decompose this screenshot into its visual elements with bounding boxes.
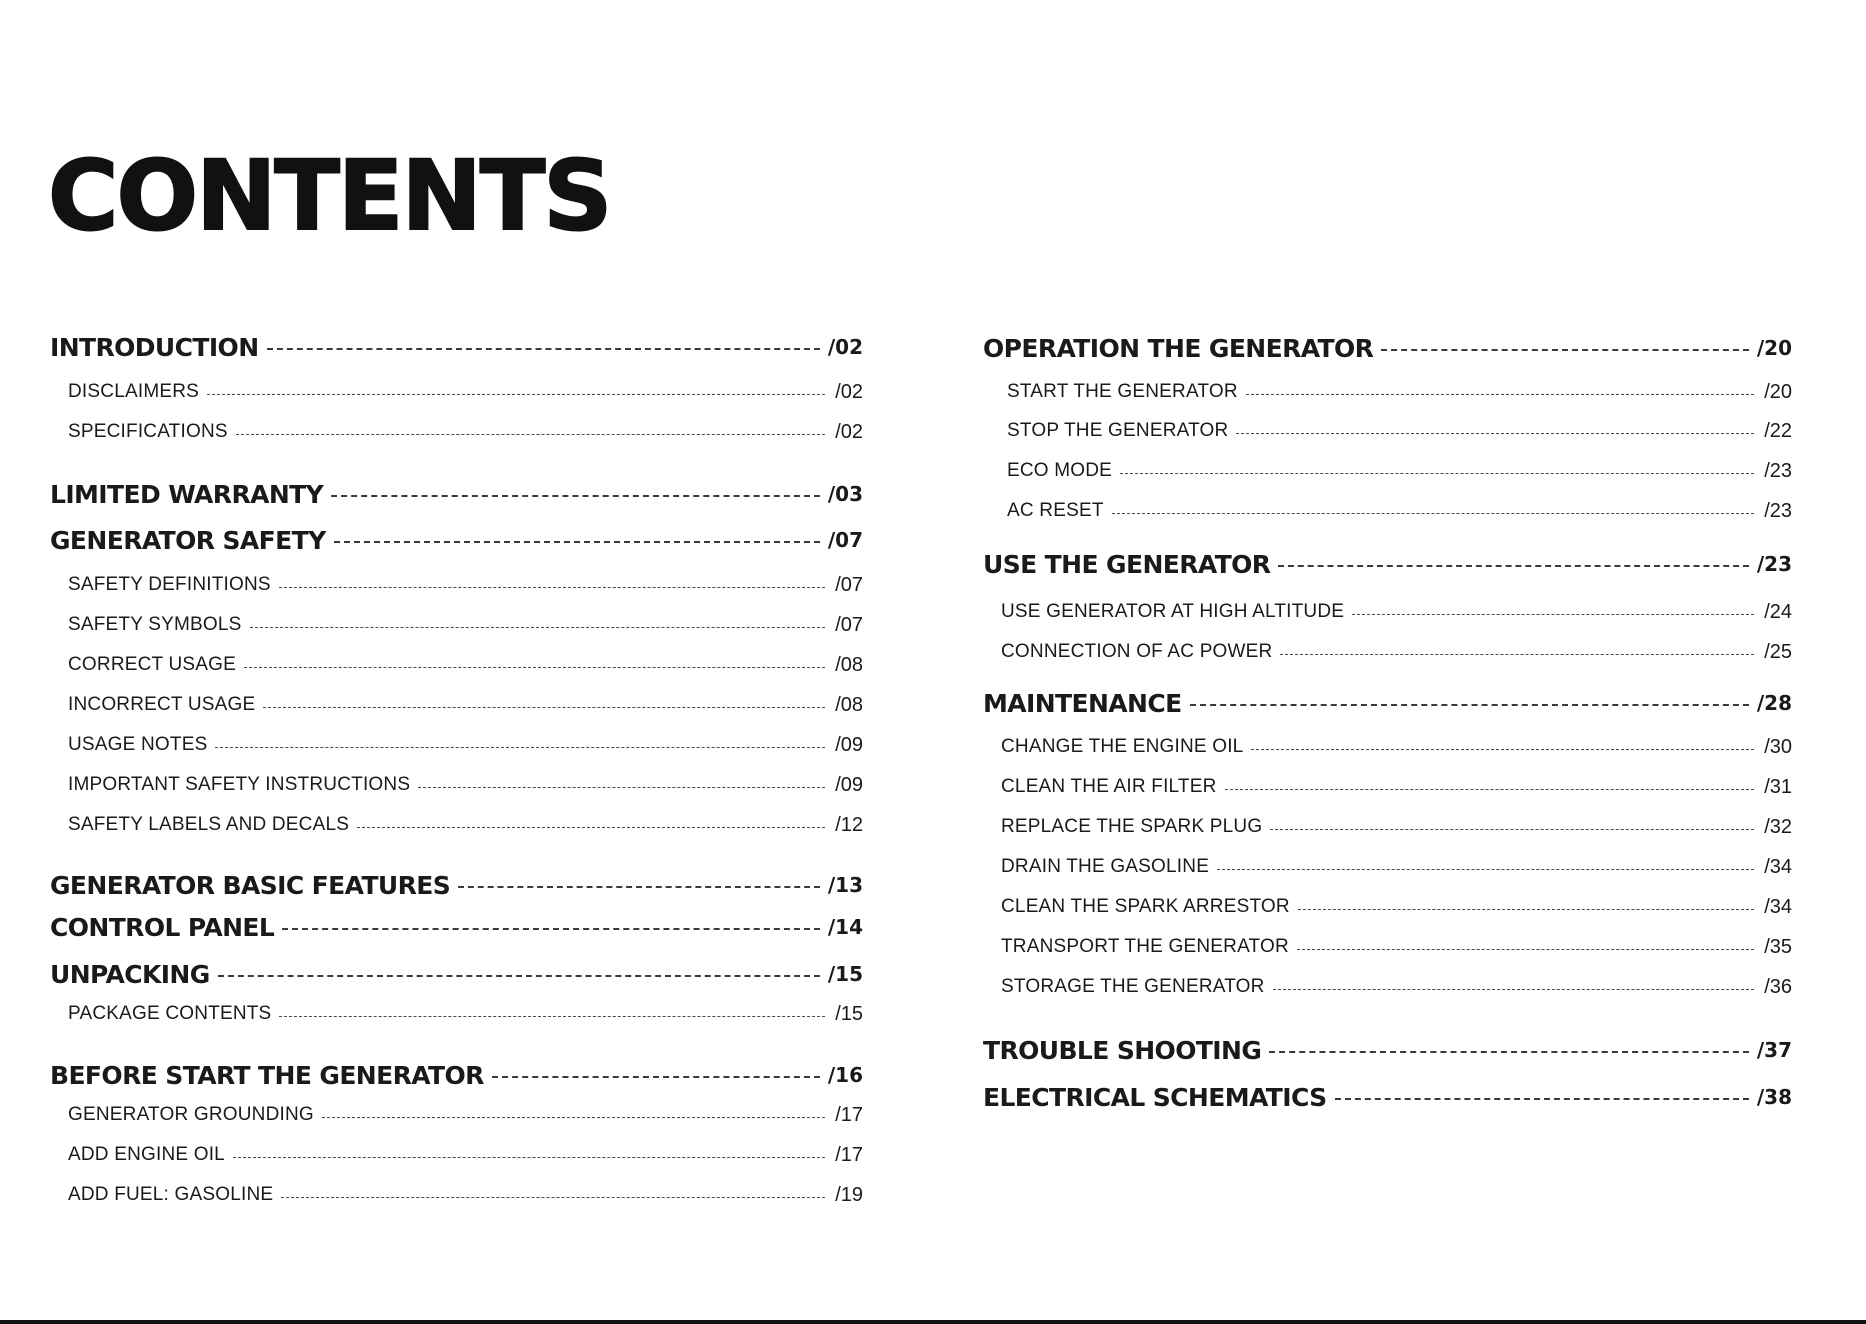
toc-entry-page-number: /34 xyxy=(1764,855,1792,878)
dotted-leader xyxy=(334,541,820,543)
bottom-rule xyxy=(0,1320,1866,1324)
toc-entry-page-number: /34 xyxy=(1764,895,1792,918)
toc-entry-label: USAGE NOTES xyxy=(68,734,208,755)
dotted-leader xyxy=(1278,565,1748,567)
toc-entry-label: AC RESET xyxy=(1007,500,1104,521)
toc-left-column xyxy=(50,0,863,1324)
dotted-leader xyxy=(279,587,825,588)
toc-entry-transport-the-generator[interactable] xyxy=(983,932,1792,962)
dotted-leader xyxy=(1236,433,1754,434)
toc-entry-page-number: /24 xyxy=(1764,600,1792,623)
toc-entry-label: ADD FUEL: GASOLINE xyxy=(68,1184,274,1205)
toc-entry-label: GENERATOR GROUNDING xyxy=(68,1104,314,1125)
toc-entry-incorrect-usage[interactable] xyxy=(50,690,863,720)
toc-entry-label: GENERATOR BASIC FEATURES xyxy=(50,870,451,900)
dotted-leader xyxy=(322,1117,825,1118)
toc-entry-label: USE THE GENERATOR xyxy=(983,549,1271,579)
dotted-leader xyxy=(218,975,820,977)
dotted-leader xyxy=(1120,473,1754,474)
toc-entry-page-number: /30 xyxy=(1764,735,1792,758)
dotted-leader xyxy=(458,886,820,888)
toc-entry-page-number: /23 xyxy=(1764,459,1792,482)
toc-entry-page-number: /08 xyxy=(835,693,863,716)
toc-entry-label: LIMITED WARRANTY xyxy=(50,479,324,509)
toc-entry-page-number: /13 xyxy=(827,873,863,897)
toc-entry-ac-reset[interactable] xyxy=(983,496,1792,526)
toc-entry-before-start-the-generator[interactable] xyxy=(50,1060,863,1090)
toc-entry-page-number: /22 xyxy=(1764,419,1792,442)
toc-entry-page-number: /07 xyxy=(835,613,863,636)
toc-entry-electrical-schematics[interactable] xyxy=(983,1082,1792,1112)
dotted-leader xyxy=(418,787,825,788)
toc-entry-generator-safety[interactable] xyxy=(50,525,863,555)
toc-entry-page-number: /32 xyxy=(1764,815,1792,838)
toc-entry-page-number: /15 xyxy=(827,962,863,986)
toc-entry-limited-warranty[interactable] xyxy=(50,479,863,509)
toc-entry-label: TRANSPORT THE GENERATOR xyxy=(1001,936,1289,957)
dotted-leader xyxy=(331,495,820,497)
toc-entry-label: TROUBLE SHOOTING xyxy=(983,1035,1262,1065)
toc-entry-label: ADD ENGINE OIL xyxy=(68,1144,225,1165)
toc-entry-specifications[interactable] xyxy=(50,417,863,447)
toc-entry-page-number: /20 xyxy=(1764,380,1792,403)
toc-entry-change-the-engine-oil[interactable] xyxy=(983,732,1792,762)
toc-entry-label: CLEAN THE SPARK ARRESTOR xyxy=(1001,896,1290,917)
toc-entry-label: STORAGE THE GENERATOR xyxy=(1001,976,1265,997)
dotted-leader xyxy=(244,667,825,668)
toc-entry-label: CLEAN THE AIR FILTER xyxy=(1001,776,1217,797)
toc-entry-page-number: /36 xyxy=(1764,975,1792,998)
dotted-leader xyxy=(492,1076,820,1078)
toc-entry-disclaimers[interactable] xyxy=(50,377,863,407)
toc-entry-page-number: /31 xyxy=(1764,775,1792,798)
dotted-leader xyxy=(282,928,820,930)
dotted-leader xyxy=(279,1016,825,1017)
toc-entry-label: ECO MODE xyxy=(1007,460,1113,481)
toc-entry-add-engine-oil[interactable] xyxy=(50,1140,863,1170)
toc-entry-label: UNPACKING xyxy=(50,959,210,989)
toc-entry-page-number: /14 xyxy=(827,915,863,939)
dotted-leader xyxy=(233,1157,825,1158)
toc-entry-label: CONNECTION OF AC POWER xyxy=(1001,641,1273,662)
toc-entry-generator-grounding[interactable] xyxy=(50,1100,863,1130)
toc-entry-package-contents[interactable] xyxy=(50,999,863,1029)
dotted-leader xyxy=(1246,394,1754,395)
toc-entry-label: INCORRECT USAGE xyxy=(68,694,256,715)
toc-entry-label: REPLACE THE SPARK PLUG xyxy=(1001,816,1263,837)
toc-entry-maintenance[interactable] xyxy=(983,688,1792,718)
toc-entry-page-number: /19 xyxy=(835,1183,863,1206)
toc-entry-replace-the-spark-plug[interactable] xyxy=(983,812,1792,842)
toc-entry-page-number: /28 xyxy=(1756,691,1792,715)
dotted-leader xyxy=(1335,1098,1749,1100)
dotted-leader xyxy=(1381,349,1749,351)
dotted-leader xyxy=(1269,1051,1749,1053)
toc-entry-clean-the-air-filter[interactable] xyxy=(983,772,1792,802)
dotted-leader xyxy=(1273,989,1754,990)
toc-entry-page-number: /03 xyxy=(827,482,863,506)
dotted-leader xyxy=(1112,513,1754,514)
toc-entry-label: SAFETY SYMBOLS xyxy=(68,614,242,635)
toc-entry-use-the-generator[interactable] xyxy=(983,549,1792,579)
toc-entry-important-safety-instructions[interactable] xyxy=(50,770,863,800)
toc-entry-page-number: /16 xyxy=(827,1063,863,1087)
dotted-leader xyxy=(236,434,825,435)
toc-entry-label: GENERATOR SAFETY xyxy=(50,525,326,555)
toc-entry-label: OPERATION THE GENERATOR xyxy=(983,333,1374,363)
dotted-leader xyxy=(281,1197,825,1198)
dotted-leader xyxy=(1190,704,1749,706)
toc-entry-label: SAFETY LABELS AND DECALS xyxy=(68,814,350,835)
toc-entry-clean-the-spark-arrestor[interactable] xyxy=(983,892,1792,922)
toc-entry-trouble-shooting[interactable] xyxy=(983,1035,1792,1065)
toc-entry-safety-symbols[interactable] xyxy=(50,610,863,640)
toc-entry-page-number: /09 xyxy=(835,773,863,796)
toc-entry-label: CORRECT USAGE xyxy=(68,654,236,675)
toc-entry-control-panel[interactable] xyxy=(50,912,863,942)
dotted-leader xyxy=(250,627,825,628)
dotted-leader xyxy=(1298,909,1754,910)
dotted-leader xyxy=(267,348,820,350)
toc-entry-page-number: /17 xyxy=(835,1103,863,1126)
toc-entry-page-number: /15 xyxy=(835,1002,863,1025)
toc-entry-add-fuel-gasoline[interactable] xyxy=(50,1180,863,1210)
dotted-leader xyxy=(1280,654,1754,655)
toc-entry-page-number: /25 xyxy=(1764,640,1792,663)
dotted-leader xyxy=(263,707,825,708)
toc-entry-page-number: /02 xyxy=(827,335,863,359)
toc-entry-label: BEFORE START THE GENERATOR xyxy=(50,1060,484,1090)
toc-entry-usage-notes[interactable] xyxy=(50,730,863,760)
toc-entry-label: MAINTENANCE xyxy=(983,688,1182,718)
toc-entry-label: DISCLAIMERS xyxy=(68,381,200,402)
toc-entry-page-number: /23 xyxy=(1764,499,1792,522)
toc-entry-page-number: /23 xyxy=(1756,552,1792,576)
dotted-leader xyxy=(357,827,825,828)
dotted-leader xyxy=(1352,614,1754,615)
toc-right-column xyxy=(983,0,1792,1324)
toc-entry-storage-the-generator[interactable] xyxy=(983,972,1792,1002)
dotted-leader xyxy=(215,747,825,748)
toc-entry-page-number: /09 xyxy=(835,733,863,756)
toc-entry-label: IMPORTANT SAFETY INSTRUCTIONS xyxy=(68,774,411,795)
toc-entry-use-generator-at-high-altitude[interactable] xyxy=(983,597,1792,627)
toc-entry-label: START THE GENERATOR xyxy=(1007,381,1238,402)
toc-entry-label: CHANGE THE ENGINE OIL xyxy=(1001,736,1244,757)
toc-entry-eco-mode[interactable] xyxy=(983,456,1792,486)
dotted-leader xyxy=(1225,789,1754,790)
toc-entry-label: STOP THE GENERATOR xyxy=(1007,420,1229,441)
toc-entry-page-number: /37 xyxy=(1756,1038,1792,1062)
toc-entry-label: PACKAGE CONTENTS xyxy=(68,1003,272,1024)
toc-entry-label: SPECIFICATIONS xyxy=(68,421,228,442)
dotted-leader xyxy=(1217,869,1754,870)
dotted-leader xyxy=(1270,829,1754,830)
toc-entry-start-the-generator[interactable] xyxy=(983,377,1792,407)
toc-entry-safety-definitions[interactable] xyxy=(50,570,863,600)
toc-entry-label: DRAIN THE GASOLINE xyxy=(1001,856,1210,877)
toc-entry-unpacking[interactable] xyxy=(50,959,863,989)
toc-entry-page-number: /12 xyxy=(835,813,863,836)
toc-entry-page-number: /07 xyxy=(835,573,863,596)
toc-entry-label: USE GENERATOR AT HIGH ALTITUDE xyxy=(1001,601,1345,622)
toc-entry-page-number: /02 xyxy=(835,380,863,403)
toc-entry-drain-the-gasoline[interactable] xyxy=(983,852,1792,882)
toc-entry-label: ELECTRICAL SCHEMATICS xyxy=(983,1082,1327,1112)
toc-entry-page-number: /35 xyxy=(1764,935,1792,958)
toc-entry-introduction[interactable] xyxy=(50,332,863,362)
dotted-leader xyxy=(1251,749,1754,750)
toc-entry-page-number: /07 xyxy=(827,528,863,552)
toc-entry-page-number: /02 xyxy=(835,420,863,443)
toc-entry-page-number: /08 xyxy=(835,653,863,676)
toc-entry-correct-usage[interactable] xyxy=(50,650,863,680)
dotted-leader xyxy=(207,394,825,395)
toc-entry-label: CONTROL PANEL xyxy=(50,912,275,942)
toc-entry-label: INTRODUCTION xyxy=(50,332,259,362)
toc-entry-page-number: /17 xyxy=(835,1143,863,1166)
dotted-leader xyxy=(1297,949,1754,950)
toc-entry-safety-labels-and-decals[interactable] xyxy=(50,810,863,840)
toc-entry-generator-basic-features[interactable] xyxy=(50,870,863,900)
toc-entry-page-number: /20 xyxy=(1756,336,1792,360)
toc-entry-stop-the-generator[interactable] xyxy=(983,416,1792,446)
toc-entry-operation-the-generator[interactable] xyxy=(983,333,1792,363)
toc-entry-label: SAFETY DEFINITIONS xyxy=(68,574,271,595)
toc-entry-page-number: /38 xyxy=(1756,1085,1792,1109)
toc-entry-connection-of-ac-power[interactable] xyxy=(983,637,1792,667)
page-title: CONTENTS xyxy=(48,140,611,252)
